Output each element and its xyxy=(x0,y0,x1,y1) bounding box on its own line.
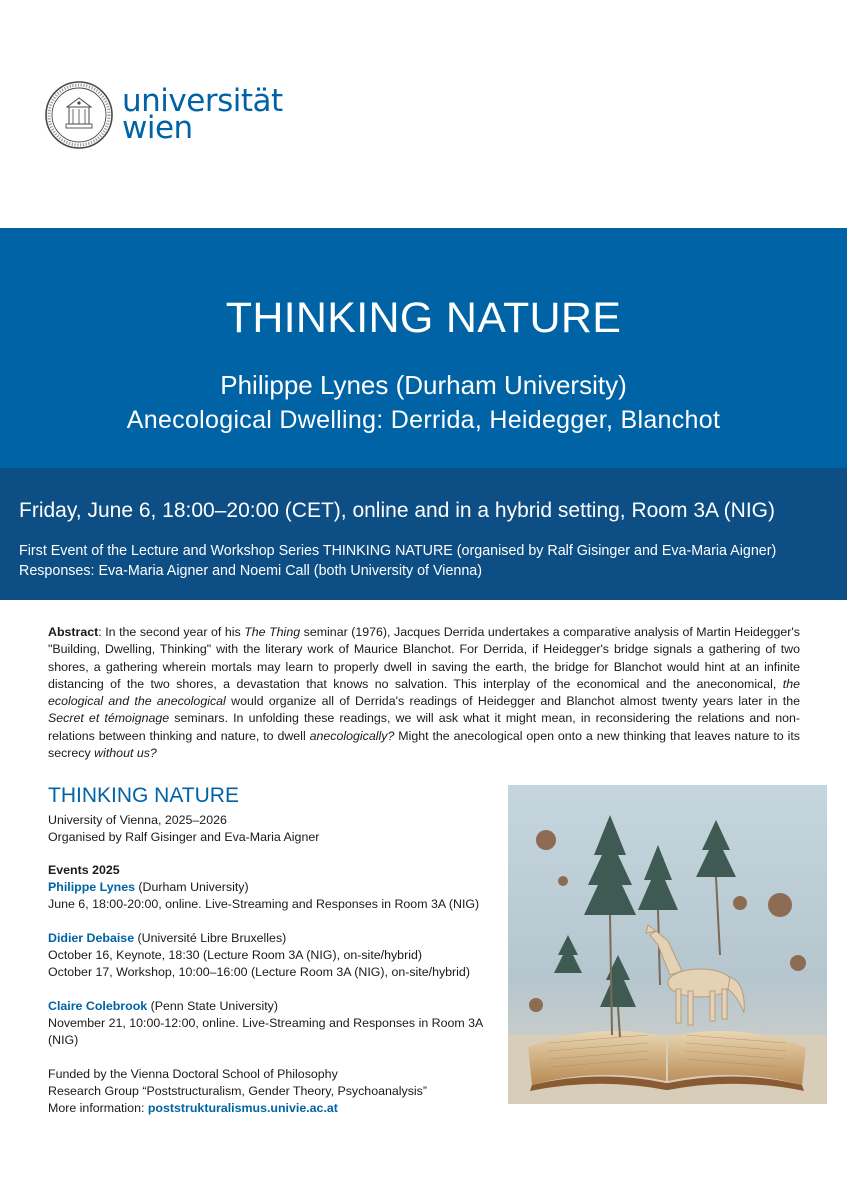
event-speaker: Claire Colebrook xyxy=(48,999,148,1013)
event-datetime: Friday, June 6, 18:00–20:00 (CET), online and in a hybrid setting, Room 3A (NIG) xyxy=(19,499,775,522)
event-affiliation: (Université Libre Bruxelles) xyxy=(134,931,287,945)
event-speaker: Didier Debaise xyxy=(48,931,135,945)
more-info-label: More information: xyxy=(48,1101,148,1115)
event-affiliation: (Penn State University) xyxy=(147,999,278,1013)
series-title: THINKING NATURE xyxy=(48,784,239,807)
logo-line-1: universität xyxy=(122,83,283,119)
university-logo xyxy=(44,84,314,146)
abstract-text-5: Might the anecological open onto a new thinking that leaves nature to its secrecy xyxy=(48,728,800,761)
abstract-italic-5: without us? xyxy=(94,746,157,761)
more-info-link[interactable]: poststrukturalismus.univie.ac.at xyxy=(147,1101,338,1115)
event-detail: October 16, Keynote, 18:30 (Lecture Room 3A (NIG), on-site/hybrid) xyxy=(48,948,422,962)
event-item-colebrook xyxy=(48,998,498,1049)
header-band xyxy=(0,228,847,468)
event-detail: November 21, 10:00-12:00, online. Live-Streaming and Responses in Room 3A (NIG) xyxy=(48,1016,483,1047)
abstract-paragraph xyxy=(48,624,800,762)
open-book-illustration xyxy=(508,785,827,1104)
series-info xyxy=(48,782,498,1117)
abstract-text-2: seminar (1976), Jacques Derrida undertakes a comparative analysis of Martin Heidegger's "Building, Dwelling, Thinking" with the literary work of Maurice Blanchot. For Derrida, if Heidegger's bridge signals a gathering of two shores, a gathering wherein mortals may learn to properly dwell in saving the earth, the bridge for Blanchot would hint at an infinite distancing of the two shores, a devastation that knows no salvation. This interplay of the economical and the aneconomical, xyxy=(48,625,800,691)
series-note: First Event of the Lecture and Workshop Series THINKING NATURE (organised by Ralf Gisinger and Eva-Maria Aigner) xyxy=(19,543,777,559)
logo-line-2: wien xyxy=(122,110,193,146)
abstract-label: Abstract xyxy=(48,625,99,639)
funding-note: Funded by the Vienna Doctoral School of Philosophy xyxy=(48,1067,338,1081)
university-seal-icon xyxy=(44,80,114,150)
events-heading: Events 2025 xyxy=(48,863,120,877)
abstract-text-3: would organize all of Derrida's readings of Heidegger and Blanchot almost twenty years later in the xyxy=(225,694,800,709)
abstract-italic-1: The Thing xyxy=(244,625,301,639)
abstract-text-1: : In the second year of his xyxy=(98,625,245,639)
page-title: THINKING NATURE xyxy=(225,294,622,342)
series-organisers: Organised by Ralf Gisinger and Eva-Maria Aigner xyxy=(48,830,320,844)
event-detail: October 17, Workshop, 10:00–16:00 (Lecture Room 3A (NIG), on-site/hybrid) xyxy=(48,965,470,979)
speaker-heading: Philippe Lynes (Durham University) xyxy=(220,370,627,400)
abstract-italic-2: the ecological and the anecological xyxy=(48,676,800,709)
talk-title: Anecological Dwelling: Derrida, Heidegger, Blanchot xyxy=(126,406,721,434)
event-affiliation: (Durham University) xyxy=(134,880,249,894)
event-detail: June 6, 18:00-20:00, online. Live-Streaming and Responses in Room 3A (NIG) xyxy=(48,897,480,911)
responses-note: Responses: Eva-Maria Aigner and Noemi Call (both University of Vienna) xyxy=(19,563,483,579)
event-info-band xyxy=(0,468,847,600)
event-item-debaise xyxy=(48,930,498,981)
event-item-lynes xyxy=(48,879,498,913)
research-group: Research Group “Poststructuralism, Gender Theory, Psychoanalysis” xyxy=(48,1084,427,1098)
abstract-italic-4: anecologically? xyxy=(309,728,395,743)
series-institution: University of Vienna, 2025–2026 xyxy=(48,813,227,827)
abstract-text-4: seminars. In unfolding these readings, we will ask what it might mean, in reconsidering the relations and non-relations between thinking and nature, to dwell xyxy=(48,711,800,743)
event-speaker: Philippe Lynes xyxy=(48,880,135,894)
abstract-italic-3: Secret et témoignage xyxy=(48,711,170,726)
